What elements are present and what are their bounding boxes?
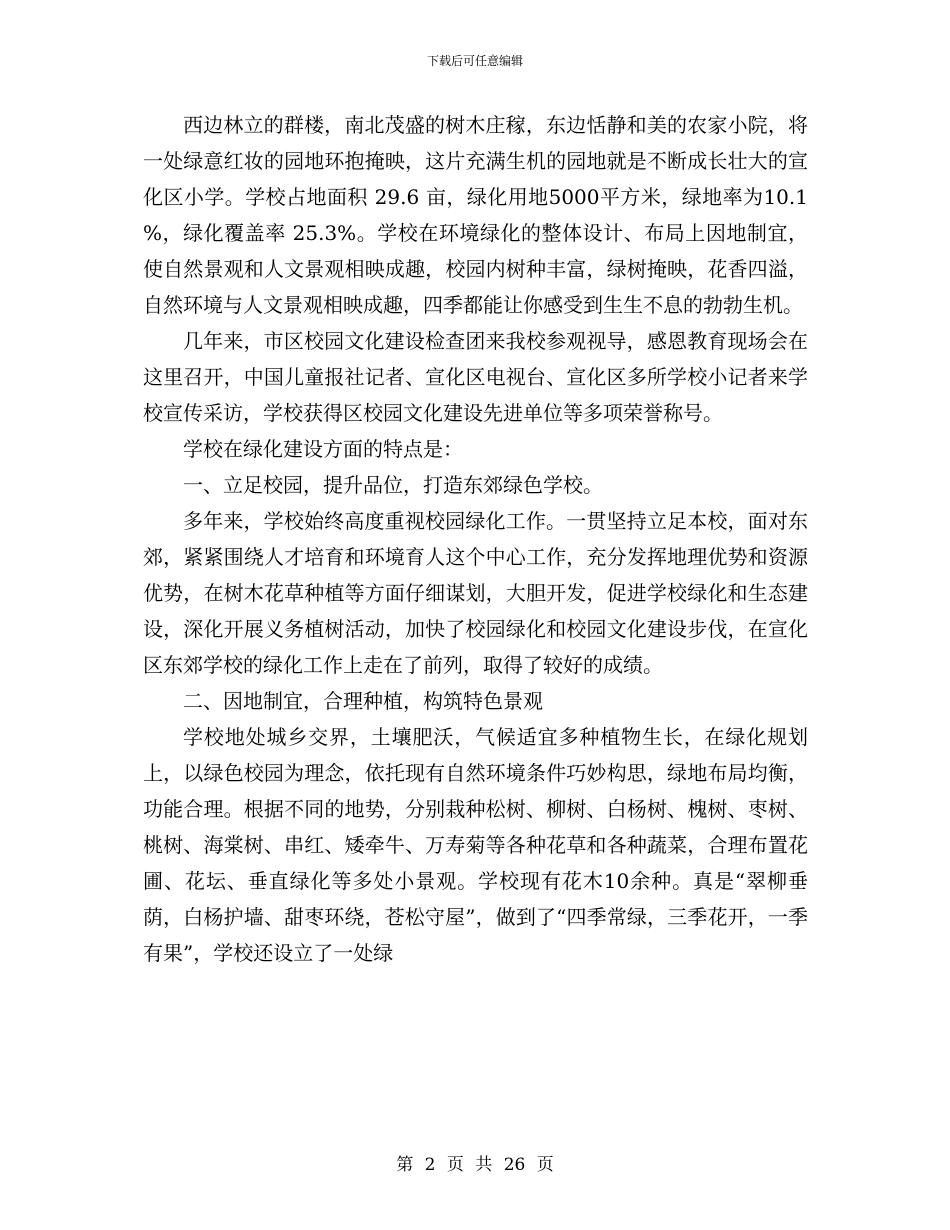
paragraph: 学校在绿化建设方面的特点是： (183, 437, 463, 461)
paragraph: 学校地处城乡交界，土壤肥沃，气候适宜多种植物生长，在绿化规划上，以绿色校园为理念，依托现有自然环境条件巧妙构思，绿地布局均衡，功能合理。根据不同的地势，分别栽种松树、柳树、白杨树、槐树、枣树、桃树、海棠树、串红、矮牵牛、万寿菊等各种花草和各种蔬菜，合理布置花圃、花坛、垂直绿化等多处小景观。学校现有花木10余种。真是“翠柳垂荫，白杨护墙、甜枣环绕，苍松守屋”，做到了“四季常绿，三季花开，一季有果”，学校还设立了一处绿 (143, 725, 808, 965)
section-heading: 一、立足校园，提升品位，打造东郊绿色学校。 (183, 473, 603, 497)
paragraph: 西边林立的群楼，南北茂盛的树木庄稼，东边恬静和美的农家小院，将一处绿意红妆的园地环抱掩映，这片充满生机的园地就是不断成长壮大的宣化区小学。学校占地面积 29.6 亩，绿化用地5000平方米，绿地率为10.1 %，绿化覆盖率 25.3%。学校在环境绿化的整体设计、布局上因地制宜，使自然景观和人文景观相映成趣，校园内树种丰富，绿树掩映，花香四溢，自然环境与人文景观相映成趣，四季都能让你感受到生生不息的勃勃生机。 (143, 113, 808, 317)
page-number-footer: 第 2 页 共 26 页 (396, 1155, 554, 1175)
paragraph: 多年来，学校始终高度重视校园绿化工作。一贯坚持立足本校，面对东郊，紧紧围绕人才培育和环境育人这个中心工作，充分发挥地理优势和资源优势，在树木花草种植等方面仔细谋划，大胆开发，促进学校绿化和生态建设，深化开展义务植树活动，加快了校园绿化和校园文化建设步伐，在宣化区东郊学校的绿化工作上走在了前列，取得了较好的成绩。 (143, 509, 808, 677)
page-header: 下载后可任意编辑 (426, 54, 523, 68)
paragraph: 几年来，市区校园文化建设检查团来我校参观视导，感恩教育现场会在这里召开，中国儿童报社记者、宣化区电视台、宣化区多所学校小记者来学校宣传采访，学校获得区校园文化建设先进单位等多项荣誉称号。 (143, 329, 808, 425)
document-body (143, 107, 808, 971)
section-heading: 二、因地制宜，合理种植，构筑特色景观 (183, 689, 543, 713)
